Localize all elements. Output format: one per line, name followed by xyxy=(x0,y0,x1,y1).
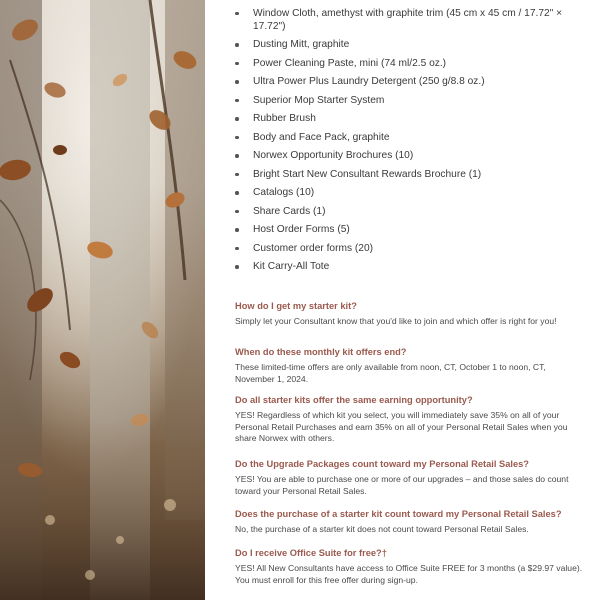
faq-question: How do I get my starter kit? xyxy=(235,301,357,311)
faq-answer: YES! You are able to purchase one or more of our upgrades – and those sales do count toward your Personal Retail Sales. xyxy=(235,474,569,496)
kit-list-item: Host Order Forms (5) xyxy=(232,223,572,236)
kit-list-item: Bright Start New Consultant Rewards Brochure (1) xyxy=(232,168,572,181)
faq-item xyxy=(235,346,585,385)
faq-answer: No, the purchase of a starter kit does not count toward Personal Retail Sales. xyxy=(235,524,529,534)
faq-item xyxy=(235,394,585,445)
kit-list-item: Window Cloth, amethyst with graphite trim (45 cm x 45 cm / 17.72" × 17.72") xyxy=(232,7,572,33)
autumn-photo xyxy=(0,0,205,600)
faq-question: Do I receive Office Suite for free?† xyxy=(235,548,387,558)
content-column xyxy=(232,0,590,600)
kit-list-item: Body and Face Pack, graphite xyxy=(232,131,572,144)
faq-answer: These limited-time offers are only available from noon, CT, October 1 to noon, CT, November 1, 2024. xyxy=(235,362,546,384)
faq-question: When do these monthly kit offers end? xyxy=(235,347,407,357)
faq-item xyxy=(235,508,585,536)
faq-answer: Simply let your Consultant know that you'd like to join and which offer is right for you! xyxy=(235,316,557,326)
faq-question: Do the Upgrade Packages count toward my Personal Retail Sales? xyxy=(235,459,529,469)
kit-list-item: Rubber Brush xyxy=(232,112,572,125)
faq-item xyxy=(235,458,585,497)
faq-question: Does the purchase of a starter kit count toward my Personal Retail Sales? xyxy=(235,509,562,519)
kit-list-item: Norwex Opportunity Brochures (10) xyxy=(232,149,572,162)
faq-item xyxy=(235,547,585,586)
faq-answer: YES! Regardless of which kit you select, you will immediately save 35% on all of your Personal Retail Purchases and earn 35% on all of your Personal Retail Sales when you share Norwex with others. xyxy=(235,410,568,444)
kit-list-item: Superior Mop Starter System xyxy=(232,94,572,107)
autumn-photo-art xyxy=(0,0,205,600)
faq-question: Do all starter kits offer the same earning opportunity? xyxy=(235,395,473,405)
kit-list-item: Ultra Power Plus Laundry Detergent (250 g/8.8 oz.) xyxy=(232,75,572,88)
faq-item xyxy=(235,300,585,328)
kit-list-item: Catalogs (10) xyxy=(232,186,572,199)
kit-list-item: Kit Carry-All Tote xyxy=(232,260,572,273)
kit-list-item: Power Cleaning Paste, mini (74 ml/2.5 oz.) xyxy=(232,57,572,70)
kit-list-item xyxy=(232,0,572,1)
kit-list-item: Share Cards (1) xyxy=(232,205,572,218)
kit-list-item: Customer order forms (20) xyxy=(232,242,572,255)
starter-kit-item-list xyxy=(232,0,572,279)
kit-list-item: Dusting Mitt, graphite xyxy=(232,38,572,51)
faq-answer: YES! All New Consultants have access to Office Suite FREE for 3 months (a $29.97 value). You must enroll for this free offer during sign-up. xyxy=(235,563,583,585)
